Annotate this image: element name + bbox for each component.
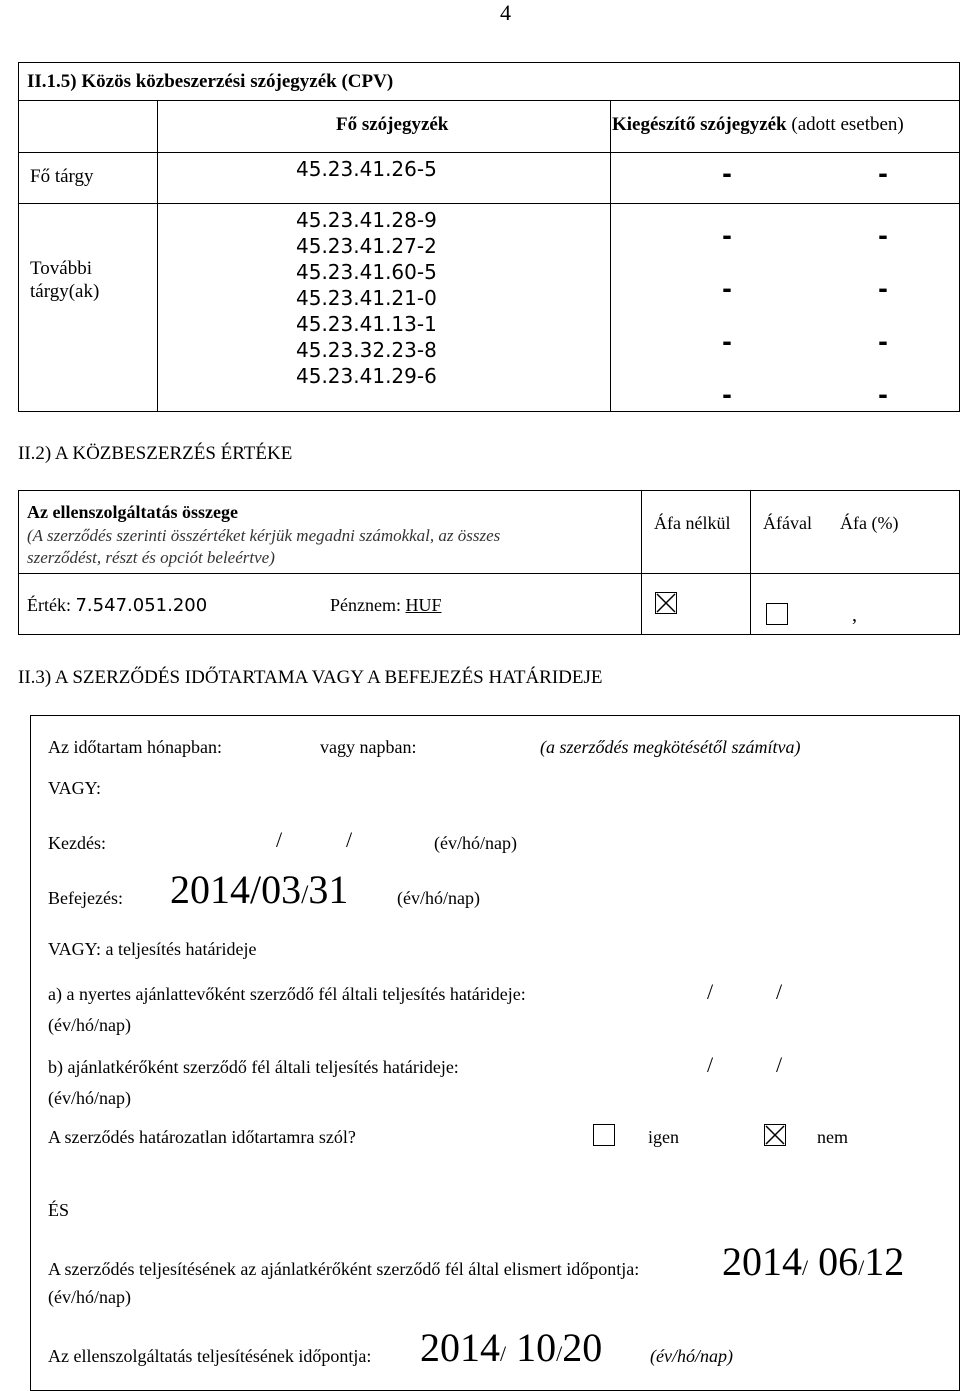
deadline-a-text: a) a nyertes ajánlattevőként szerződő fél általi teljesítés határideje: xyxy=(48,984,526,1004)
or-deadline-label: VAGY: a teljesítés határideje xyxy=(48,939,257,959)
yes-label: igen xyxy=(648,1127,679,1147)
end-label: Befejezés: xyxy=(48,888,123,908)
start-label: Kezdés: xyxy=(48,833,106,853)
acknowledged-date-format: (év/hó/nap) xyxy=(48,1287,131,1307)
value-note-line1: (A szerződés szerinti összértéket kérjük megadni számokkal, az összes xyxy=(27,526,501,545)
cpv-code: 45.23.41.60-5 xyxy=(296,260,437,284)
checkbox-without-vat-checked[interactable] xyxy=(655,592,677,614)
acknowledged-date-value: 2014/ 06/12 xyxy=(722,1239,905,1284)
supplementary-dashes-left: - - - - xyxy=(722,222,732,409)
checkbox-with-vat[interactable] xyxy=(766,603,788,625)
col-with-vat: Áfával xyxy=(763,513,812,533)
deadline-a-sep: / xyxy=(776,979,783,1004)
checkmark-x-icon xyxy=(765,1125,785,1145)
acknowledged-date-text: A szerződés teljesítésének az ajánlatkérőként szerződő fél által elismert időpontja: xyxy=(48,1259,640,1279)
from-signing-note: (a szerződés megkötésétől számítva) xyxy=(540,737,801,757)
cpv-code: 45.23.41.13-1 xyxy=(296,312,437,336)
col-without-vat: Áfa nélkül xyxy=(654,513,731,533)
row-main-dash: - xyxy=(722,160,732,188)
start-date-format: (év/hó/nap) xyxy=(434,833,517,853)
additional-codes-list xyxy=(296,207,437,389)
days-label: vagy napban: xyxy=(320,737,417,757)
indefinite-question: A szerződés határozatlan időtartamra szól? xyxy=(48,1127,356,1147)
deadline-a-format: (év/hó/nap) xyxy=(48,1015,131,1035)
checkmark-x-icon xyxy=(656,593,676,613)
cpv-code: 45.23.41.29-6 xyxy=(296,364,437,388)
value-note-line2: szerződést, részt és opciót beleértve) xyxy=(27,548,275,567)
performance-date-value: 2014/ 10/20 xyxy=(420,1325,603,1370)
vat-percent-value: , xyxy=(852,604,857,626)
cpv-code: 45.23.41.28-9 xyxy=(296,208,437,232)
supplementary-dashes-right: - - - - xyxy=(878,222,888,409)
start-sep: / xyxy=(346,827,353,852)
row-main-dash: - xyxy=(878,160,888,188)
row-main-subject-code: 45.23.41.26-5 xyxy=(296,157,437,181)
currency: HUF xyxy=(405,595,442,615)
currency-row: Pénznem: HUF xyxy=(330,595,442,615)
deadline-b-sep: / xyxy=(776,1052,783,1077)
deadline-b-text: b) ajánlatkérőként szerződő fél általi teljesítés határideje: xyxy=(48,1057,459,1077)
row-main-subject-label: Fő tárgy xyxy=(30,166,94,187)
cpv-col-supplementary: Kiegészítő szójegyzék (adott esetben) xyxy=(612,114,904,135)
value-heading: II.2) A KÖZBESZERZÉS ÉRTÉKE xyxy=(18,443,293,464)
col-vat-percent: Áfa (%) xyxy=(840,513,899,533)
cpv-heading: II.1.5) Közös közbeszerzési szójegyzék (CPV) xyxy=(27,71,394,92)
cpv-col-main: Fő szójegyzék xyxy=(336,114,449,135)
end-date-value: 2014/03/31 xyxy=(170,867,349,912)
value-amount: 7.547.051.200 xyxy=(75,595,208,616)
cpv-code: 45.23.41.21-0 xyxy=(296,286,437,310)
performance-date-text: Az ellenszolgáltatás teljesítésének időpontja: xyxy=(48,1346,372,1366)
page-number: 4 xyxy=(500,0,511,25)
no-label: nem xyxy=(817,1127,848,1147)
deadline-b-sep: / xyxy=(707,1052,714,1077)
months-label: Az időtartam hónapban: xyxy=(48,737,222,757)
and-label: ÉS xyxy=(48,1200,70,1220)
cpv-code: 45.23.41.27-2 xyxy=(296,234,437,258)
deadline-b-format: (év/hó/nap) xyxy=(48,1088,131,1108)
start-sep: / xyxy=(276,827,283,852)
row-additional-subjects-label: További tárgy(ak) xyxy=(30,258,100,302)
cpv-code: 45.23.32.23-8 xyxy=(296,338,437,362)
value-row: Érték: 7.547.051.200 xyxy=(27,595,208,616)
duration-heading: II.3) A SZERZŐDÉS IDŐTARTAMA VAGY A BEFEJEZÉS HATÁRIDEJE xyxy=(18,667,603,688)
checkbox-indefinite-yes[interactable] xyxy=(593,1124,615,1146)
end-date-format: (év/hó/nap) xyxy=(397,888,480,908)
duration-box xyxy=(30,715,960,1391)
or-label: VAGY: xyxy=(48,778,102,798)
value-title: Az ellenszolgáltatás összege xyxy=(27,502,238,522)
performance-date-format: (év/hó/nap) xyxy=(650,1346,733,1366)
deadline-a-sep: / xyxy=(707,979,714,1004)
checkbox-indefinite-no-checked[interactable] xyxy=(764,1124,786,1146)
